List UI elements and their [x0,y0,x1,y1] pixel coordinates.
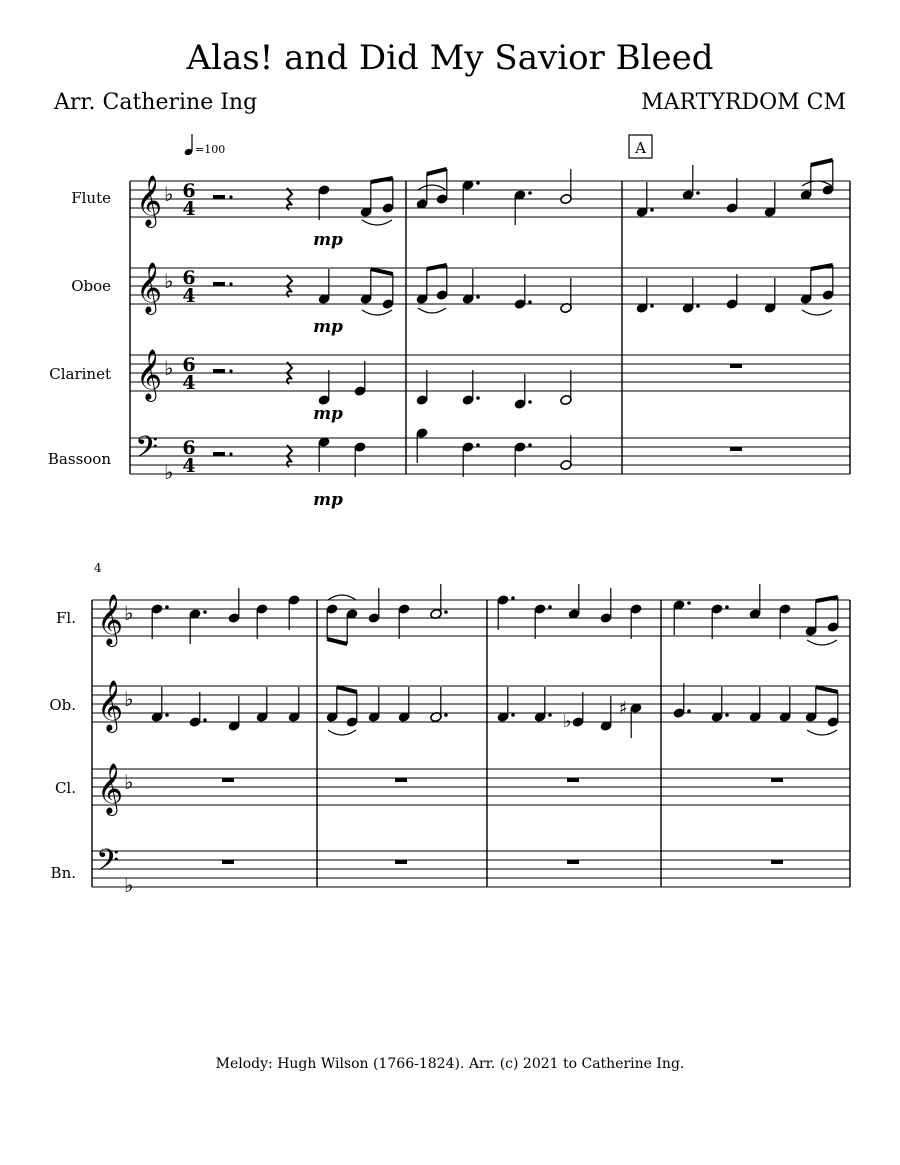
tempo-value: =100 [195,143,226,156]
notes-system-2 [151,584,840,864]
flat-icon: ♭ [124,770,134,794]
score-title: Alas! and Did My Savior Bleed [186,38,714,78]
clefs-system-2 [96,594,123,885]
note-dot [528,400,532,404]
tune-name: MARTYRDOM CM [641,90,846,115]
staff-label-clarinet-short: Cl. [54,779,76,797]
note-dot [548,713,552,717]
note-dot [528,443,532,447]
dynamic-marking: mp [313,404,343,424]
note-dot [528,191,532,195]
treble-clef-icon: 𝄞 [136,262,163,313]
staff-label-oboe: Oboe [71,277,111,295]
slur [362,220,392,225]
flat-icon: ♭ [164,460,174,484]
note-dot [203,610,207,614]
system-2 [92,600,850,887]
beam [371,269,393,274]
slur [802,181,832,186]
staff-label-bassoon: Bassoon [47,450,111,468]
slur [807,730,837,735]
rests-m1 [213,188,292,467]
whole-rest [771,778,783,782]
note-dot [476,181,480,185]
staff-flute [92,600,850,636]
note-dot [444,713,448,717]
note-dot [687,709,691,713]
note-dot [650,208,654,212]
flat-icon: ♭ [124,601,134,625]
whole-rest [730,447,742,451]
staff-oboe [130,268,850,304]
note-dot [444,610,448,614]
note-dot [511,713,515,717]
treble-clef-icon: 𝄞 [97,594,124,645]
note-dot [548,605,552,609]
beam [816,687,838,692]
clefs-system-1 [135,175,162,472]
staff-label-flute-short: Fl. [56,609,76,627]
treble-clef-icon: 𝄞 [97,763,124,814]
staff-flute [130,181,850,217]
time-sig-bottom: 4 [182,372,196,394]
dynamic-marking: mp [313,317,343,337]
dynamic-marking: mp [313,230,343,250]
treble-clef-icon: 𝄞 [136,175,163,226]
whole-rest [730,364,742,368]
flat-icon: ♭ [164,269,174,293]
treble-clef-icon: 𝄞 [136,349,163,400]
time-signatures-system-1 [182,180,195,477]
time-sig-top: 6 [182,267,196,289]
time-sig-bottom: 4 [182,285,196,307]
key-signatures-system-1 [164,182,173,484]
note-dot [165,713,169,717]
note-dot [725,605,729,609]
note-dot [511,596,515,600]
treble-clef-icon: 𝄞 [97,680,124,731]
time-sig-bottom: 4 [182,455,196,477]
key-signatures-system-2 [124,601,133,897]
flat-icon: ♭ [164,356,174,380]
time-sig-top: 6 [182,437,196,459]
whole-rest [395,778,407,782]
flat-icon: ♭ [164,182,174,206]
staff-clarinet [92,769,850,805]
flat-icon: ♭ [563,711,572,732]
whole-rest [567,778,579,782]
staff-bassoon [130,438,850,474]
dynamic-marking: mp [313,490,343,510]
rehearsal-mark-label: A [635,139,646,157]
staff-label-clarinet: Clarinet [49,365,111,383]
staff-oboe [92,686,850,722]
whole-rest [222,860,234,864]
note-dot [696,304,700,308]
whole-rest [395,860,407,864]
bass-clef-icon: 𝄢 [135,431,159,472]
beam [337,687,357,692]
flat-icon: ♭ [124,873,134,897]
note-dot [476,396,480,400]
time-sig-top: 6 [182,354,196,376]
rehearsal-mark [629,135,652,158]
staff-bassoon [92,851,850,887]
whole-rest [771,860,783,864]
whole-rest [222,778,234,782]
staff-label-flute: Flute [71,189,111,207]
staff-label-bassoon-short: Bn. [50,864,76,882]
flat-icon: ♭ [124,687,134,711]
measure-number: 4 [94,561,102,575]
arranger-credit: Arr. Catherine Ing [54,90,258,115]
beam [427,169,447,174]
time-sig-top: 6 [182,180,196,202]
system-1 [130,181,850,474]
staff-clarinet [130,355,850,391]
note-dot [165,605,169,609]
time-sig-bottom: 4 [182,198,196,220]
tempo-marking [184,134,226,156]
sharp-icon: ♯ [619,698,628,719]
slur [328,595,356,600]
note-dot [528,300,532,304]
note-dot [650,304,654,308]
note-dot [476,443,480,447]
note-dot [725,713,729,717]
slur [362,310,392,315]
note-dot [476,295,480,299]
footer-credit: Melody: Hugh Wilson (1766-1824). Arr. (c) 2021 to Catherine Ing. [215,1056,685,1072]
note-dot [696,191,700,195]
beam [327,639,347,644]
slur [328,730,356,735]
slur [418,308,446,313]
bass-clef-icon: 𝄢 [96,844,120,885]
staff-label-oboe-short: Ob. [49,696,76,714]
slur [418,185,446,190]
slur [807,640,837,645]
note-dot [687,601,691,605]
note-dot [203,718,207,722]
beam [811,160,833,165]
whole-rest [567,860,579,864]
slur [802,310,832,315]
